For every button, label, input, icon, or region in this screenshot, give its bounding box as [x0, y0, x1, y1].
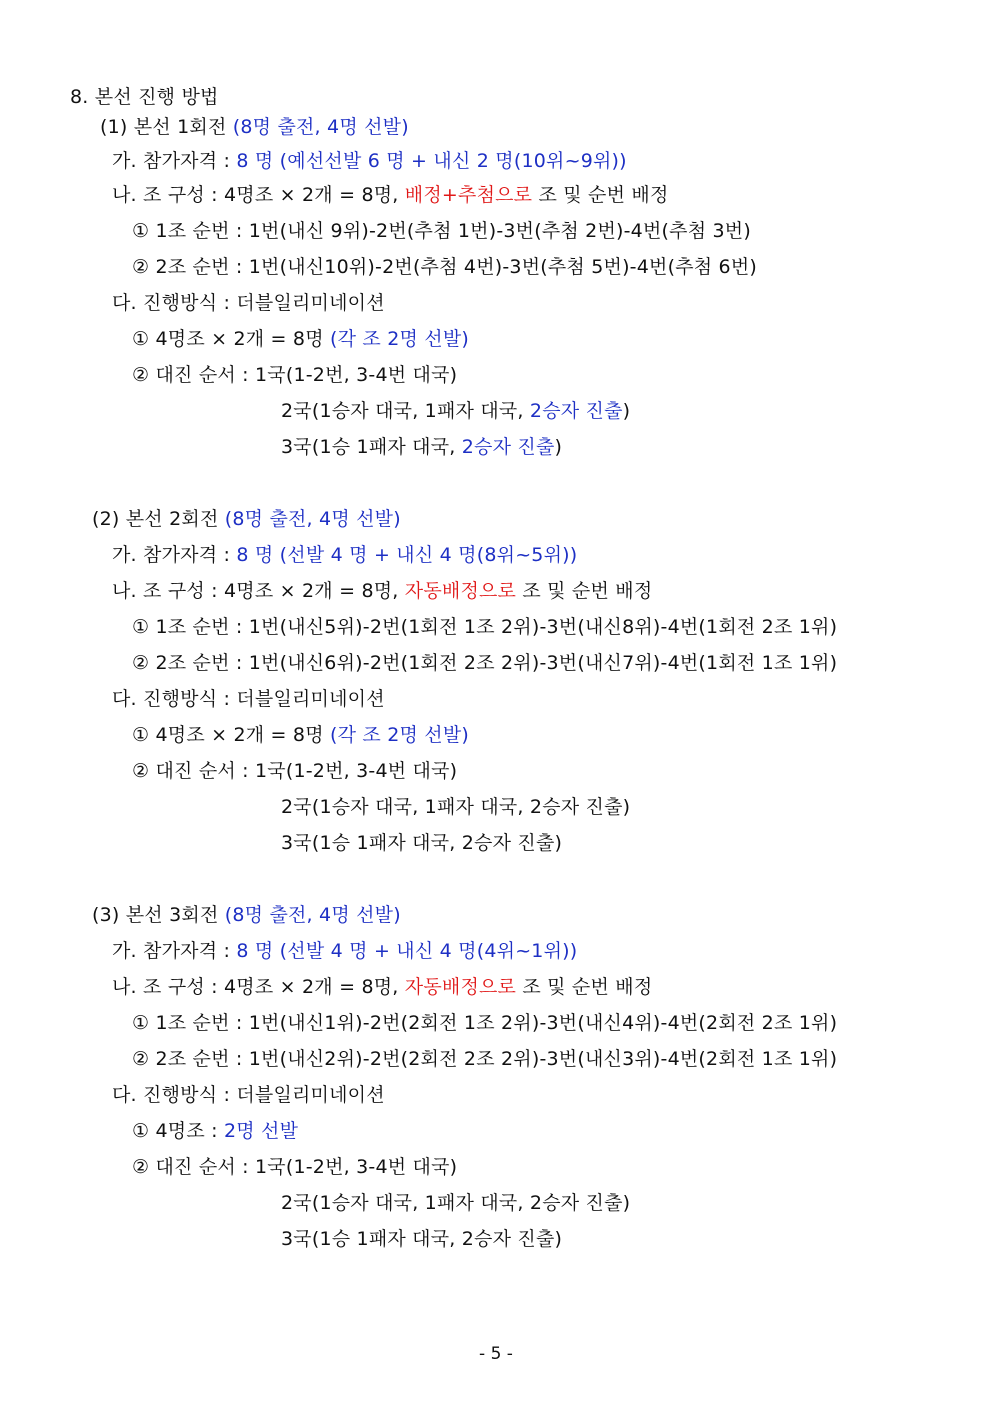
round2-group-highlight: 자동배정으로	[404, 580, 517, 602]
round1-qualification	[112, 148, 627, 174]
round2-order-1: ① 1조 순번 : 1번(내신5위)-2번(1회전 1조 2위)-3번(내신8위)-4번(1회전 2조 1위)	[132, 616, 838, 638]
round1-match-3	[281, 434, 562, 460]
round3-title-text: (3) 본선 3회전	[92, 904, 225, 926]
round1-group-rest: 조 및 순번 배정	[532, 184, 669, 206]
round2-title-highlight: (8명 출전, 4명 선발)	[224, 508, 401, 530]
round1-match-3-highlight: 2승자 진출	[461, 436, 555, 458]
round3-method-1-text: ① 4명조 :	[132, 1120, 224, 1142]
round2-qual-label: 가. 참가자격 :	[112, 544, 237, 566]
round1-match-2-end: )	[622, 400, 631, 422]
round2-match-3: 3국(1승 1패자 대국, 2승자 진출)	[281, 832, 563, 854]
round3-qualification	[112, 938, 577, 964]
round2-method-1-highlight: (각 조 2명 선발)	[330, 724, 470, 746]
round1-match-2	[281, 398, 630, 424]
round1-qual-value: 8 명 (예선선발 6 명 + 내신 2 명(10위~9위))	[236, 150, 627, 172]
round2-match-2: 2국(1승자 대국, 1패자 대국, 2승자 진출)	[281, 796, 631, 818]
round3-group-highlight: 자동배정으로	[404, 976, 517, 998]
round1-method-1-highlight: (각 조 2명 선발)	[330, 328, 470, 350]
round1-method: 다. 진행방식 : 더블일리미네이션	[112, 292, 385, 314]
round1-title	[100, 114, 409, 140]
round3-title-highlight: (8명 출전, 4명 선발)	[224, 904, 401, 926]
round2-match-1: ② 대진 순서 : 1국(1-2번, 3-4번 대국)	[132, 760, 458, 782]
round2-group-label: 나. 조 구성 : 4명조 × 2개 = 8명,	[112, 580, 405, 602]
round2-group	[112, 578, 652, 604]
round1-group-highlight: 배정+추첨으로	[404, 184, 533, 206]
page-number: - 5 -	[479, 1344, 513, 1364]
round2-title	[92, 506, 401, 532]
round1-order-1: ① 1조 순번 : 1번(내신 9위)-2번(추첨 1번)-3번(추첨 2번)-4번(추첨 3번)	[132, 220, 751, 242]
round3-method-1-highlight: 2명 선발	[223, 1120, 299, 1142]
round2-method: 다. 진행방식 : 더블일리미네이션	[112, 688, 385, 710]
round3-qual-label: 가. 참가자격 :	[112, 940, 237, 962]
round2-qual-value: 8 명 (선발 4 명 + 내신 4 명(8위~5위))	[236, 544, 578, 566]
round3-group-label: 나. 조 구성 : 4명조 × 2개 = 8명,	[112, 976, 405, 998]
round3-title	[92, 902, 401, 928]
section-heading: 8. 본선 진행 방법	[70, 86, 219, 108]
round3-group	[112, 974, 652, 1000]
round1-group	[112, 182, 669, 208]
round1-title-highlight: (8명 출전, 4명 선발)	[232, 116, 409, 138]
round1-group-label: 나. 조 구성 : 4명조 × 2개 = 8명,	[112, 184, 405, 206]
round1-match-3-end: )	[554, 436, 563, 458]
round2-method-1	[132, 722, 469, 748]
round3-method-1	[132, 1118, 298, 1144]
round3-order-1: ① 1조 순번 : 1번(내신1위)-2번(2회전 1조 2위)-3번(내신4위)-4번(2회전 2조 1위)	[132, 1012, 838, 1034]
round2-title-text: (2) 본선 2회전	[92, 508, 225, 530]
round1-match-2-highlight: 2승자 진출	[529, 400, 623, 422]
round2-qualification	[112, 542, 577, 568]
round2-order-2: ② 2조 순번 : 1번(내신6위)-2번(1회전 2조 2위)-3번(내신7위)-4번(1회전 1조 1위)	[132, 652, 838, 674]
round1-method-1	[132, 326, 469, 352]
round1-qual-label: 가. 참가자격 :	[112, 150, 237, 172]
round3-match-3: 3국(1승 1패자 대국, 2승자 진출)	[281, 1228, 563, 1250]
round1-match-1: ② 대진 순서 : 1국(1-2번, 3-4번 대국)	[132, 364, 458, 386]
round3-order-2: ② 2조 순번 : 1번(내신2위)-2번(2회전 2조 2위)-3번(내신3위)-4번(2회전 1조 1위)	[132, 1048, 838, 1070]
round3-match-2: 2국(1승자 대국, 1패자 대국, 2승자 진출)	[281, 1192, 631, 1214]
round1-title-text: (1) 본선 1회전	[100, 116, 233, 138]
round3-qual-value: 8 명 (선발 4 명 + 내신 4 명(4위~1위))	[236, 940, 578, 962]
round1-order-2: ② 2조 순번 : 1번(내신10위)-2번(추첨 4번)-3번(추첨 5번)-4번(추첨 6번)	[132, 256, 757, 278]
round3-group-rest: 조 및 순번 배정	[516, 976, 653, 998]
round3-match-1: ② 대진 순서 : 1국(1-2번, 3-4번 대국)	[132, 1156, 458, 1178]
round2-method-1-text: ① 4명조 × 2개 = 8명	[132, 724, 330, 746]
round3-method: 다. 진행방식 : 더블일리미네이션	[112, 1084, 385, 1106]
round2-group-rest: 조 및 순번 배정	[516, 580, 653, 602]
round1-match-2-text: 2국(1승자 대국, 1패자 대국,	[281, 400, 530, 422]
round1-match-3-text: 3국(1승 1패자 대국,	[281, 436, 462, 458]
round1-method-1-text: ① 4명조 × 2개 = 8명	[132, 328, 330, 350]
